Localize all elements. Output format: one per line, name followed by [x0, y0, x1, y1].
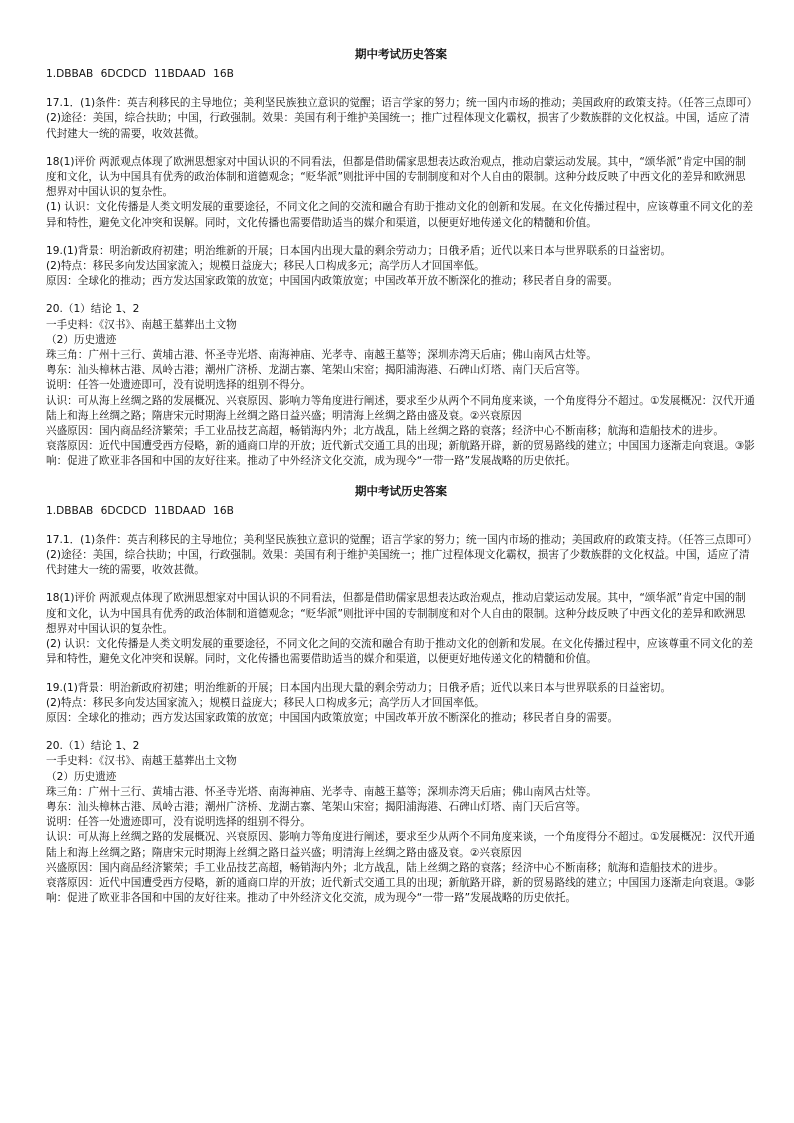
q20-line: 一手史料：《汉书》、南越王墓葬出土文物: [46, 318, 237, 331]
q17-part1: 17.1．(1)条件：英吉利移民的主导地位；美利坚民族独立意识的觉醒；语言学家的努力；统一国内市场的推动；美国政府的政策支持。（任答三点即可）: [46, 533, 758, 546]
q19-part3: 原因：全球化的推动；西方发达国家政策的放宽；中国国内政策放宽；中国改革开放不断深化的推动；移民者自身的需要。: [46, 711, 619, 724]
q18-part2: (1) 认识：文化传播是人类文明发展的重要途径，不同文化之间的交流和融合有助于推动文化的创新和发展。在文化传播过程中，应该尊重不同文化的差异和特性，避免文化冲突和误解。同时，文化传播也需要借助适当的媒介和渠道，以便更好地传递文化的精髓和价值。: [46, 201, 753, 229]
q20-line: 珠三角：广州十三行、黄埔古港、怀圣寺光塔、南海神庙、光孝寺、南越王墓等；深圳赤湾天后庙；佛山南风古灶等。: [46, 785, 597, 798]
page-title: 期中考试历史答案: [355, 483, 447, 498]
answer-section-1: [46, 46, 756, 470]
page-title: 期中考试历史答案: [355, 47, 447, 61]
q20-line: 认识：可从海上丝绸之路的发展概况、兴衰原因、影响力等角度进行阐述，要求至少从两个不同角度来谈，一个角度得分不超过。①发展概况：汉代开通陆上和海上丝绸之路；隋唐宋元时期海上丝绸之路日益兴盛；明清海上丝绸之路由盛及衰。②兴衰原因: [46, 394, 755, 422]
answer-section-2: [46, 483, 756, 907]
q18-part1: 18(1)评价 两派观点体现了欧洲思想家对中国认识的不同看法，但都是借助儒家思想表达政治观点，推动启蒙运动发展。其中，“颂华派”肯定中国的制度和文化，认为中国具有优秀的政治体制和道德观念；“贬华派”则批评中国的专制制度和对个人自由的限制。这种分歧反映了中西文化的差异和欧洲思想界对中国认识的复杂性。: [46, 592, 746, 635]
q19-answer: [46, 681, 756, 727]
q17-part2: (2)途径：美国，综合扶助；中国，行政强制。效果：美国有利于维护美国统一；推广过程体现文化霸权，损害了少数族群的文化权益。中国，适应了清代封建大一统的需要，收效甚微。: [46, 112, 750, 140]
q18-answer: [46, 591, 756, 667]
q20-line: 衰落原因：近代中国遭受西方侵略，新的通商口岸的开放；近代新式交通工具的出现；新航路开辟，新的贸易路线的建立；中国国力逐渐走向衰退。③影响：促进了欧亚非各国和中国的友好往来。推动了中外经济文化交流，成为现今“一带一路”发展战略的历史依托。: [46, 440, 755, 468]
q20-line: 说明：任答一处遗迹即可，没有说明选择的组别不得分。: [46, 816, 311, 829]
q18-part2: (2) 认识：文化传播是人类文明发展的重要途径，不同文化之间的交流和融合有助于推动文化的创新和发展。在文化传播过程中，应该尊重不同文化的差异和特性，避免文化冲突和误解。同时，文化传播也需要借助适当的媒介和渠道，以便更好地传递文化的精髓和价值。: [46, 638, 753, 666]
q20-line: （2）历史遗迹: [46, 333, 117, 346]
q19-part1: 19.(1)背景：明治新政府初建；明治维新的开展；日本国内出现大量的剩余劳动力；日俄矛盾；近代以来日本与世界联系的日益密切。: [46, 681, 672, 694]
q18-answer: [46, 155, 756, 231]
q18-part1: 18(1)评价 两派观点体现了欧洲思想家对中国认识的不同看法，但都是借助儒家思想表达政治观点，推动启蒙运动发展。其中，“颂华派”肯定中国的制度和文化，认为中国具有优秀的政治体制和道德观念；“贬华派”则批评中国的专制制度和对个人自由的限制。这种分歧反映了中西文化的差异和欧洲思想界对中国认识的复杂性。: [46, 155, 746, 199]
q17-answer: [46, 96, 756, 142]
q20-line: （2）历史遗迹: [46, 770, 117, 783]
q19-part2: (2)特点：移民多向发达国家流入；规模日益庞大；移民人口构成多元；高学历人才回国率低。: [46, 260, 485, 273]
q17-part1: 17.1．(1)条件：英吉利移民的主导地位；美利坚民族独立意识的觉醒；语言学家的努力；统一国内市场的推动；美国政府的政策支持。（任答三点即可）: [46, 97, 758, 110]
q17-part2: (2)途径：美国，综合扶助；中国，行政强制。效果：美国有利于维护美国统一；推广过程体现文化霸权，损害了少数族群的文化权益。中国，适应了清代封建大一统的需要，收效甚微。: [46, 549, 750, 577]
q19-answer: [46, 244, 756, 290]
q20-line: 衰落原因：近代中国遭受西方侵略，新的通商口岸的开放；近代新式交通工具的出现；新航路开辟，新的贸易路线的建立；中国国力逐渐走向衰退。③影响：促进了欧亚非各国和中国的友好往来。推动了中外经济文化交流，成为现今“一带一路”发展战略的历史依托。: [46, 876, 755, 905]
mc-answers: 1.DBBAB 6DCDCD 11BDAAD 16B: [46, 504, 234, 517]
q20-line: 兴盛原因：国内商品经济繁荣；手工业品技艺高超，畅销海内外；北方战乱，陆上丝绸之路的衰落；经济中心不断南移；航海和造船技术的进步。: [46, 861, 724, 874]
q20-line: 一手史料：《汉书》、南越王墓葬出土文物: [46, 755, 237, 768]
q20-line: 兴盛原因：国内商品经济繁荣；手工业品技艺高超，畅销海内外；北方战乱，陆上丝绸之路的衰落；经济中心不断南移；航海和造船技术的进步。: [46, 425, 724, 438]
answer-sheet: [46, 46, 756, 919]
mc-answers: 1.DBBAB 6DCDCD 11BDAAD 16B: [46, 68, 234, 80]
q20-line: 20.（1）结论 1、2: [46, 303, 140, 316]
q19-part1: 19.(1)背景：明治新政府初建；明治维新的开展；日本国内出现大量的剩余劳动力；日俄矛盾；近代以来日本与世界联系的日益密切。: [46, 244, 672, 257]
q20-line: 粤东：汕头樟林古港、凤岭古港；潮州广济桥、龙湖古寨、笔架山宋窑；揭阳浦海港、石碑山灯塔、南门天后宫等。: [46, 800, 587, 813]
q20-line: 说明：任答一处遗迹即可，没有说明选择的组别不得分。: [46, 379, 311, 392]
q20-line: 20.（1）结论 1、2: [46, 740, 140, 753]
q17-answer: [46, 533, 756, 579]
q19-part3: 原因：全球化的推动；西方发达国家政策的放宽；中国国内政策放宽；中国改革开放不断深化的推动；移民者自身的需要。: [46, 275, 619, 288]
q19-part2: (2)特点：移民多向发达国家流入；规模日益庞大；移民人口构成多元；高学历人才回国率低。: [46, 696, 485, 709]
q20-line: 认识：可从海上丝绸之路的发展概况、兴衰原因、影响力等角度进行阐述，要求至少从两个不同角度来谈，一个角度得分不超过。①发展概况：汉代开通陆上和海上丝绸之路；隋唐宋元时期海上丝绸之路日益兴盛；明清海上丝绸之路由盛及衰。②兴衰原因: [46, 831, 755, 859]
q20-answer: [46, 302, 756, 469]
q20-line: 珠三角：广州十三行、黄埔古港、怀圣寺光塔、南海神庙、光孝寺、南越王墓等；深圳赤湾天后庙；佛山南风古灶等。: [46, 349, 597, 362]
q20-line: 粤东：汕头樟林古港、凤岭古港；潮州广济桥、龙湖古寨、笔架山宋窑；揭阳浦海港、石碑山灯塔、南门天后宫等。: [46, 364, 587, 377]
q20-answer: [46, 739, 756, 906]
